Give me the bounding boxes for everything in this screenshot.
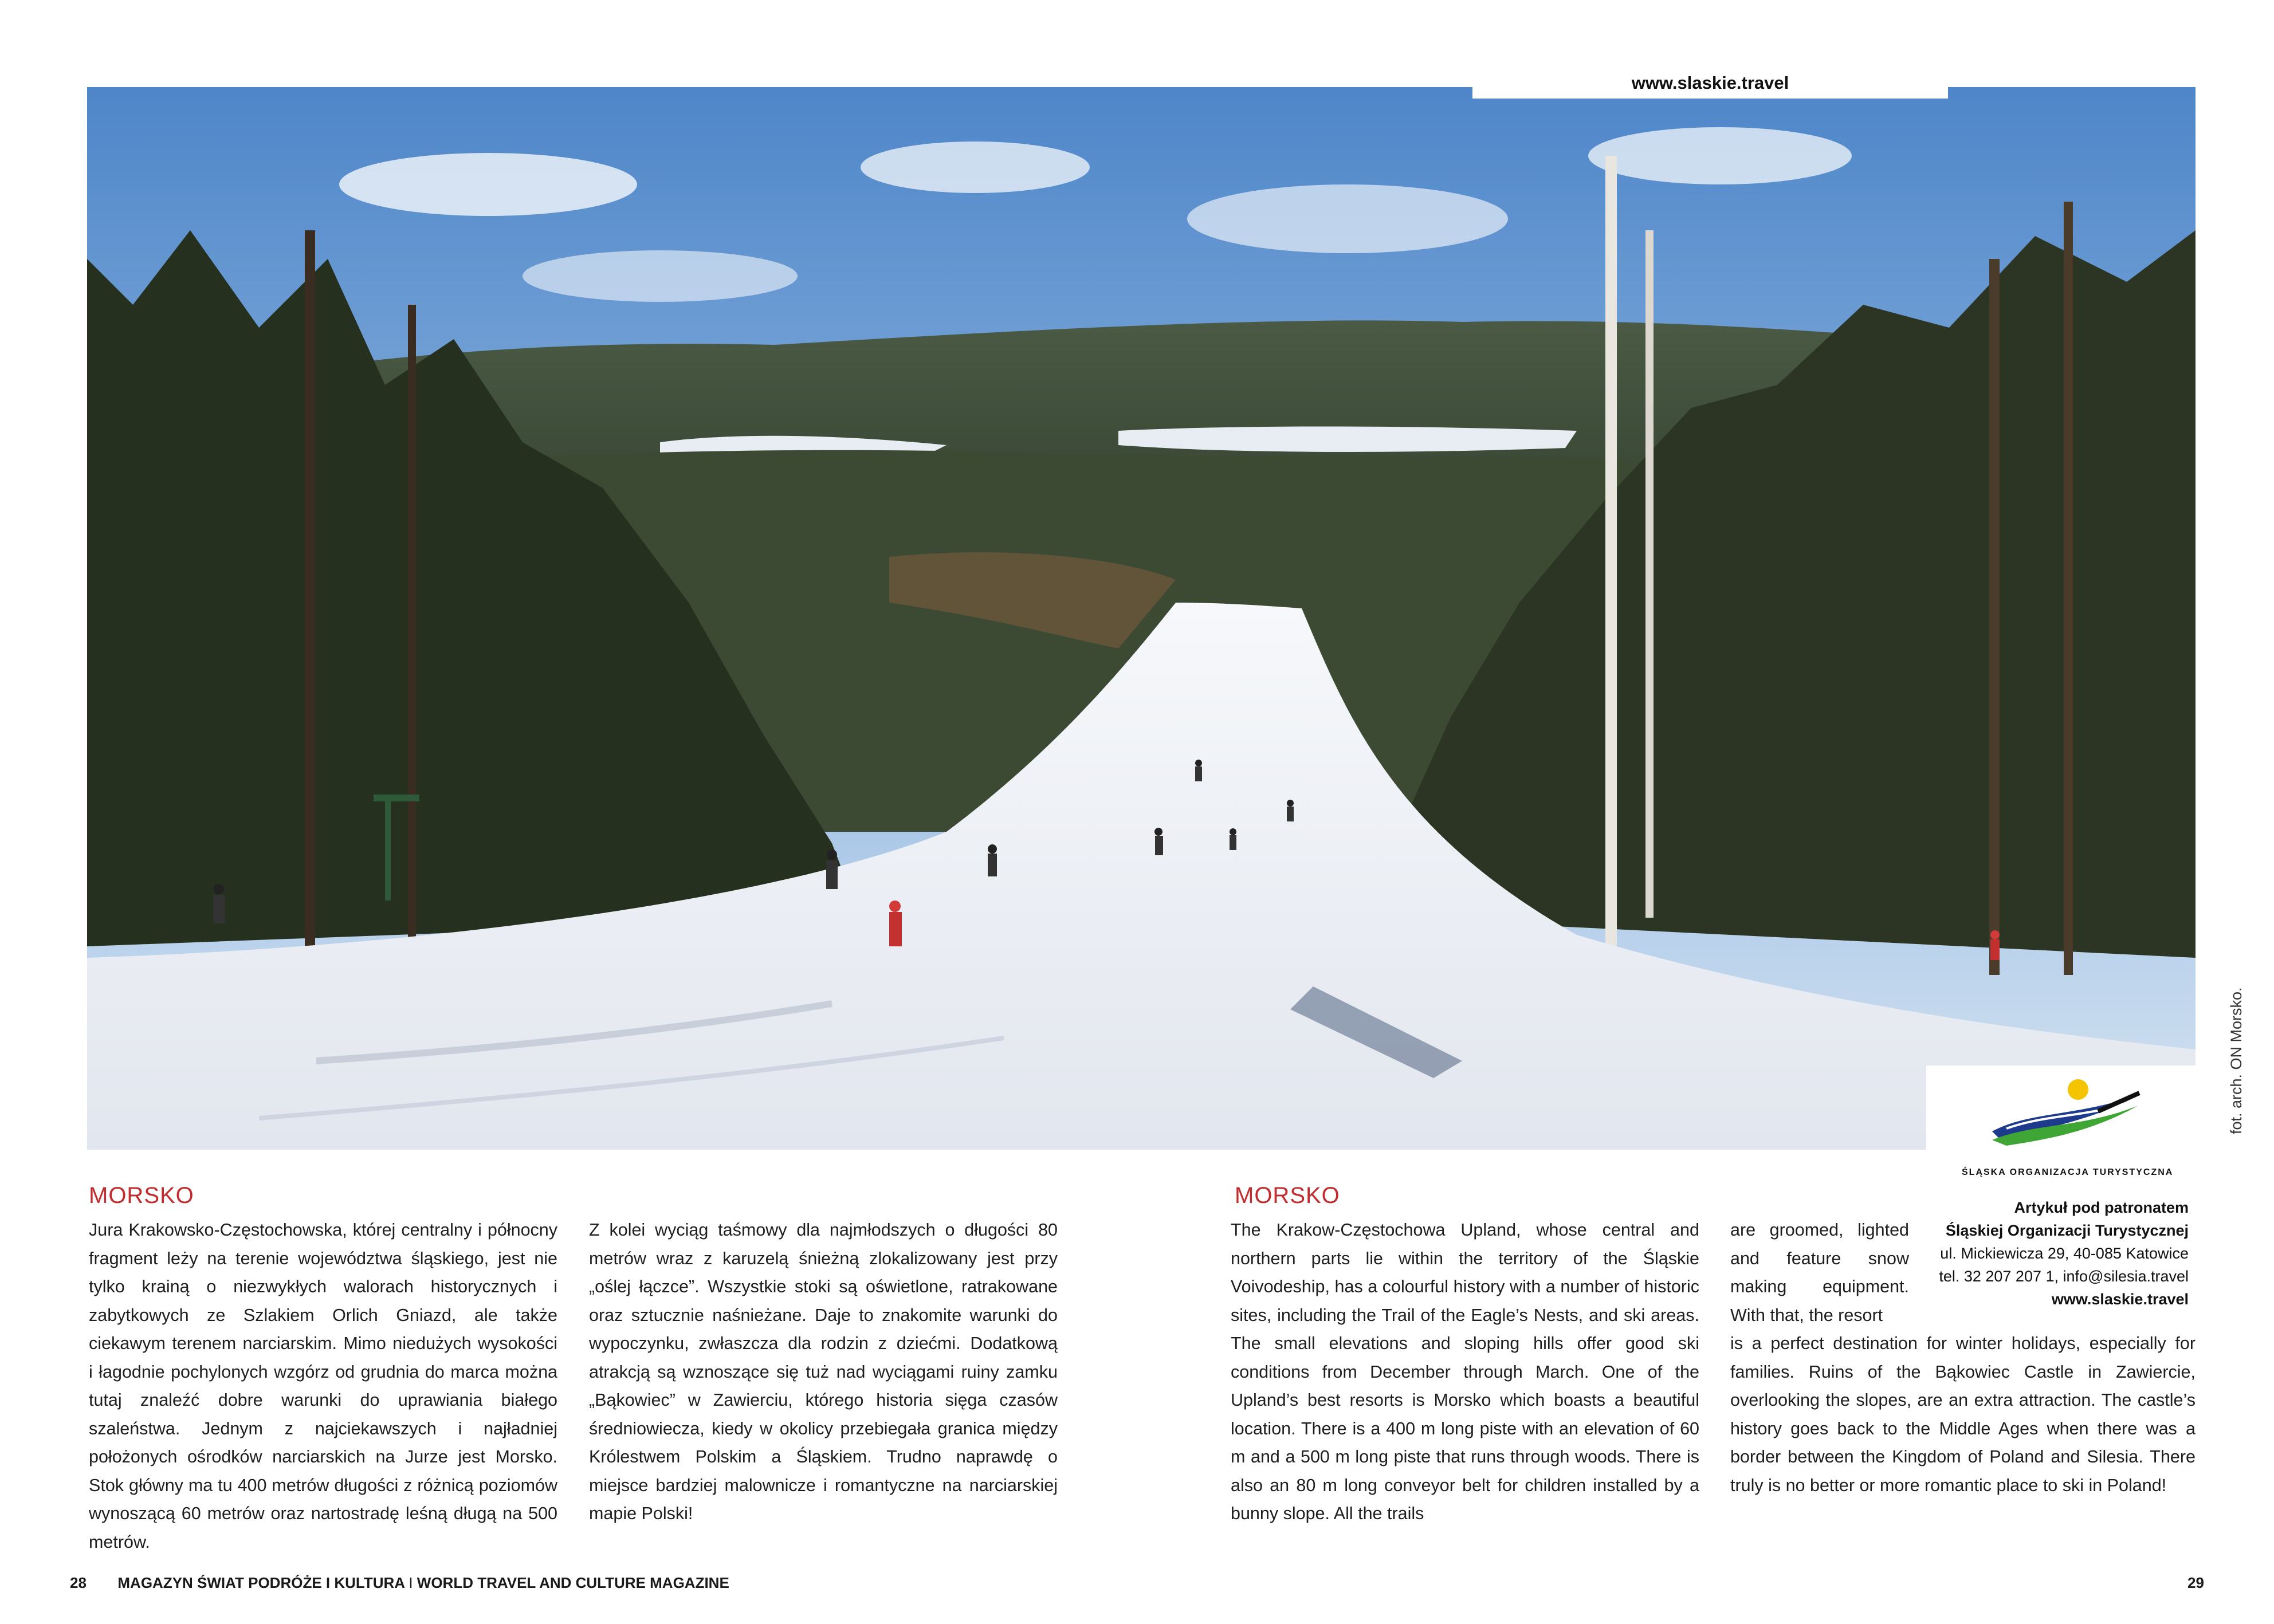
header-url[interactable]: www.slaskie.travel xyxy=(1472,69,1948,99)
english-column-1 xyxy=(1231,1216,1699,1528)
english-column-2-bottom xyxy=(1730,1330,2196,1500)
magazine-title-en: WORLD TRAVEL AND CULTURE MAGAZINE xyxy=(417,1574,729,1591)
page-number-right: 29 xyxy=(2187,1574,2204,1591)
sponsor-address: ul. Mickiewicza 29, 40-085 Katowice xyxy=(1940,1245,2189,1262)
english-paragraph-1: The Krakow-Częstochowa Upland, whose central and northern parts lie within the territory of the Śląskie Voivodeship, has a colourful history with a number of historic sites, including the Trail of the Eagle’s Nests, and ski areas. The small elevations and sloping hills offer good ski conditions from December through March. One of the Upland’s best resorts is Morsko which boasts a beautiful location. There is a 400 m long piste with an elevation of 60 m and a 500 m long piste that runs through woods. There is also an 80 m long conveyor belt for children installed by a bunny slope. All the trails xyxy=(1231,1220,1699,1523)
photo-credit: fot. arch. ON Morsko. xyxy=(2228,987,2245,1134)
page-number-left: 28 xyxy=(70,1574,87,1591)
english-paragraph-2-top: are groomed, lighted and feature snow making equipment. With that, the resort xyxy=(1730,1220,1909,1325)
sponsor-line-2: Śląskiej Organizacji Turystycznej xyxy=(1945,1222,2189,1239)
english-column-2-top xyxy=(1730,1216,1909,1330)
ski-slope-photo xyxy=(87,87,2196,1150)
sponsor-logo-box xyxy=(1926,1065,2196,1177)
sponsor-line-1: Artykuł pod patronatem xyxy=(2014,1199,2189,1216)
magazine-title-pl: MAGAZYN ŚWIAT PODRÓŻE I KULTURA xyxy=(117,1574,405,1591)
polish-paragraph-1: Jura Krakowsko-Częstochowska, której centralny i północny fragment leży na terenie województwa śląskiego, jest nie tylko krainą o niezwykłych walorach historycznych i zabytkowych ze Szlakiem Orlich Gniazd, ale także ciekawym terenem narciarskim. Mimo niedużych wysokości i łagodnie pochylonych wzgórz od grudnia do marca można tutaj znaleźć dobre warunki do uprawiania białego szaleństwa. Jednym z najciekawszych i najładniej położonych ośrodków narciarskich na Jurze jest Morsko. Stok główny ma tu 400 metrów długości z różnicą poziomów wynoszącą 60 metrów oraz nartostradę leśną długą na 500 metrów. xyxy=(89,1220,557,1552)
english-paragraph-2-bottom: is a perfect destination for winter holidays, especially for families. Ruins of the Bąkowiec Castle in Zawiercie, overlooking the slopes, are an extra attraction. The castle’s history goes back to the Middle Ages when there was a border between the Kingdom of Poland and Silesia. There truly is no better or more romantic place to ski in Poland! xyxy=(1730,1334,2196,1495)
polish-paragraph-2: Z kolei wyciąg taśmowy dla najmłodszych o długości 80 metrów wraz z karuzelą śnieżną zlokalizowany jest przy „oślej łączce”. Wszystkie stoki są oświetlone, ratrakowane oraz sztucznie naśnieżane. Daje to znakomite warunki do wypoczynku, zwłaszcza dla rodzin z dziećmi. Dodatkową atrakcją są wznoszące się tuż nad wyciągami ruiny zamku „Bąkowiec” w Zawierciu, którego historia sięga czasów średniowiecza, kiedy w okolicy przebiegała granica między Królestwem Polskim a Śląskiem. Trudno naprawdę o miejsce bardziej malownicze i romantyczne na narciarskiej mapie Polski! xyxy=(589,1220,1058,1523)
logo-caption: ŚLĄSKA ORGANIZACJA TURYSTYCZNA xyxy=(1962,1167,2174,1177)
sponsor-website[interactable]: www.slaskie.travel xyxy=(2051,1291,2189,1308)
footer-separator: I xyxy=(409,1574,413,1591)
polish-heading: MORSKO xyxy=(89,1183,194,1208)
polish-column-1 xyxy=(89,1216,557,1556)
slaska-organizacja-logo-icon xyxy=(1989,1077,2144,1146)
ski-slope-illustration xyxy=(87,87,2196,1150)
sponsor-info xyxy=(1908,1196,2189,1311)
footer-left xyxy=(70,1574,729,1592)
sponsor-contact: tel. 32 207 207 1, info@silesia.travel xyxy=(1939,1268,2189,1285)
polish-column-2 xyxy=(589,1216,1058,1528)
english-heading: MORSKO xyxy=(1235,1183,1340,1208)
